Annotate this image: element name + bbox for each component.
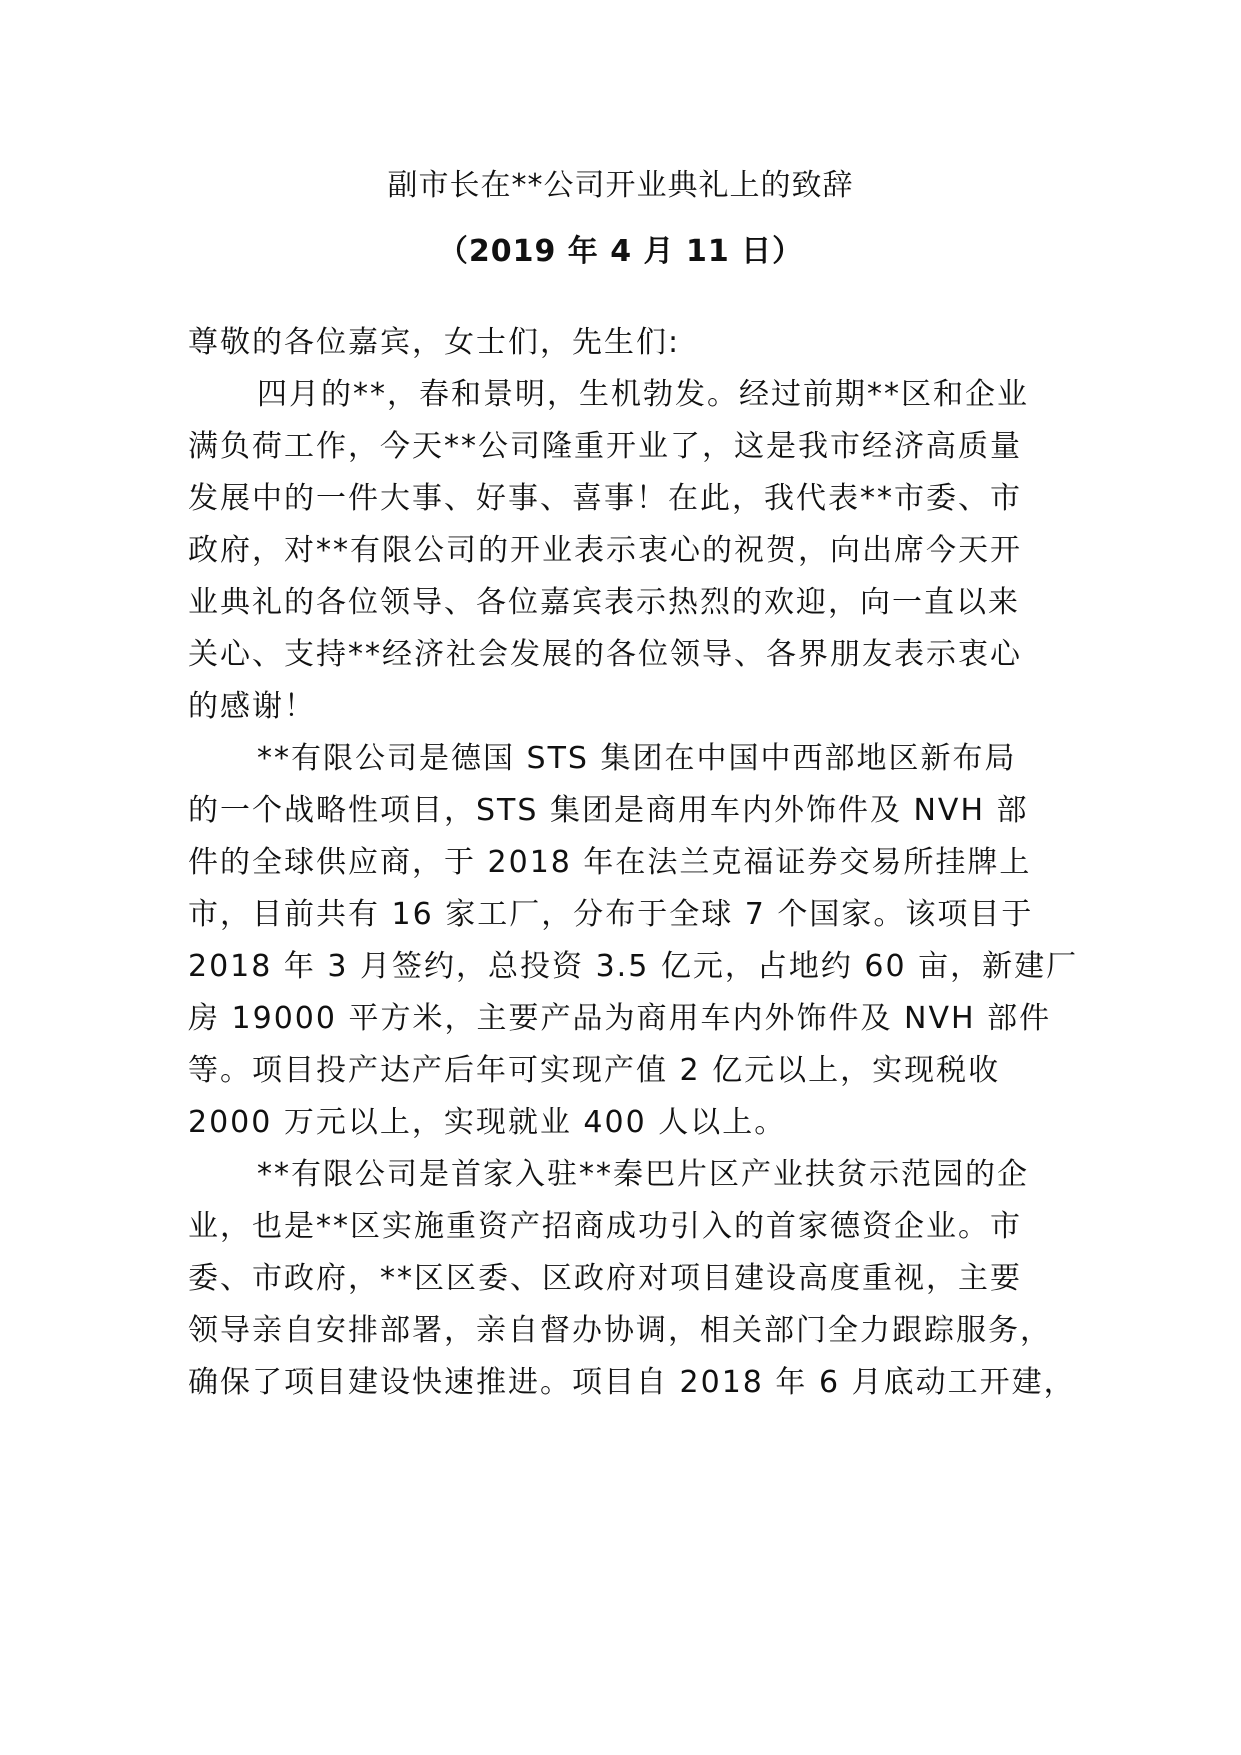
body-line: 2000 万元以上，实现就业 400 人以上。 (188, 1105, 787, 1140)
salutation-line: 尊敬的各位嘉宾，女士们，先生们: (188, 325, 681, 360)
body-line: 件的全球供应商，于 2018 年在法兰克福证券交易所挂牌上 (188, 845, 1032, 880)
document-title: 副市长在**公司开业典礼上的致辞 (387, 168, 854, 203)
body-line: 2018 年 3 月签约，总投资 3.5 亿元，占地约 60 亩，新建厂 (188, 949, 1079, 984)
body-line: 等。项目投产达产后年可实现产值 2 亿元以上，实现税收 (188, 1053, 1001, 1088)
body-line: 房 19000 平方米，主要产品为商用车内外饰件及 NVH 部件 (188, 1001, 1052, 1036)
body-line: 四月的**，春和景明，生机勃发。经过前期**区和企业 (257, 377, 1029, 412)
body-line: 业典礼的各位领导、各位嘉宾表示热烈的欢迎，向一直以来 (188, 585, 1020, 620)
body-line: 满负荷工作，今天**公司隆重开业了，这是我市经济高质量 (188, 429, 1022, 464)
body-line: **有限公司是首家入驻**秦巴片区产业扶贫示范园的企 (257, 1157, 1029, 1192)
body-line: 发展中的一件大事、好事、喜事！在此，我代表**市委、市 (188, 481, 1022, 516)
body-line: 领导亲自安排部署，亲自督办协调，相关部门全力跟踪服务， (188, 1313, 1052, 1348)
body-line: 委、市政府，**区区委、区政府对项目建设高度重视，主要 (188, 1261, 1022, 1296)
body-line: 市，目前共有 16 家工厂，分布于全球 7 个国家。该项目于 (188, 897, 1034, 932)
body-line: 的感谢！ (188, 689, 316, 724)
document-date: （2019 年 4 月 11 日） (437, 234, 804, 269)
body-line: 确保了项目建设快速推进。项目自 2018 年 6 月底动工开建， (188, 1365, 1076, 1400)
body-line: 政府，对**有限公司的开业表示衷心的祝贺，向出席今天开 (188, 533, 1022, 568)
body-line: 关心、支持**经济社会发展的各位领导、各界朋友表示衷心 (188, 637, 1022, 672)
body-line: 业，也是**区实施重资产招商成功引入的首家德资企业。市 (188, 1209, 1022, 1244)
body-line: **有限公司是德国 STS 集团在中国中西部地区新布局 (257, 741, 1017, 776)
body-line: 的一个战略性项目，STS 集团是商用车内外饰件及 NVH 部 (188, 793, 1029, 828)
